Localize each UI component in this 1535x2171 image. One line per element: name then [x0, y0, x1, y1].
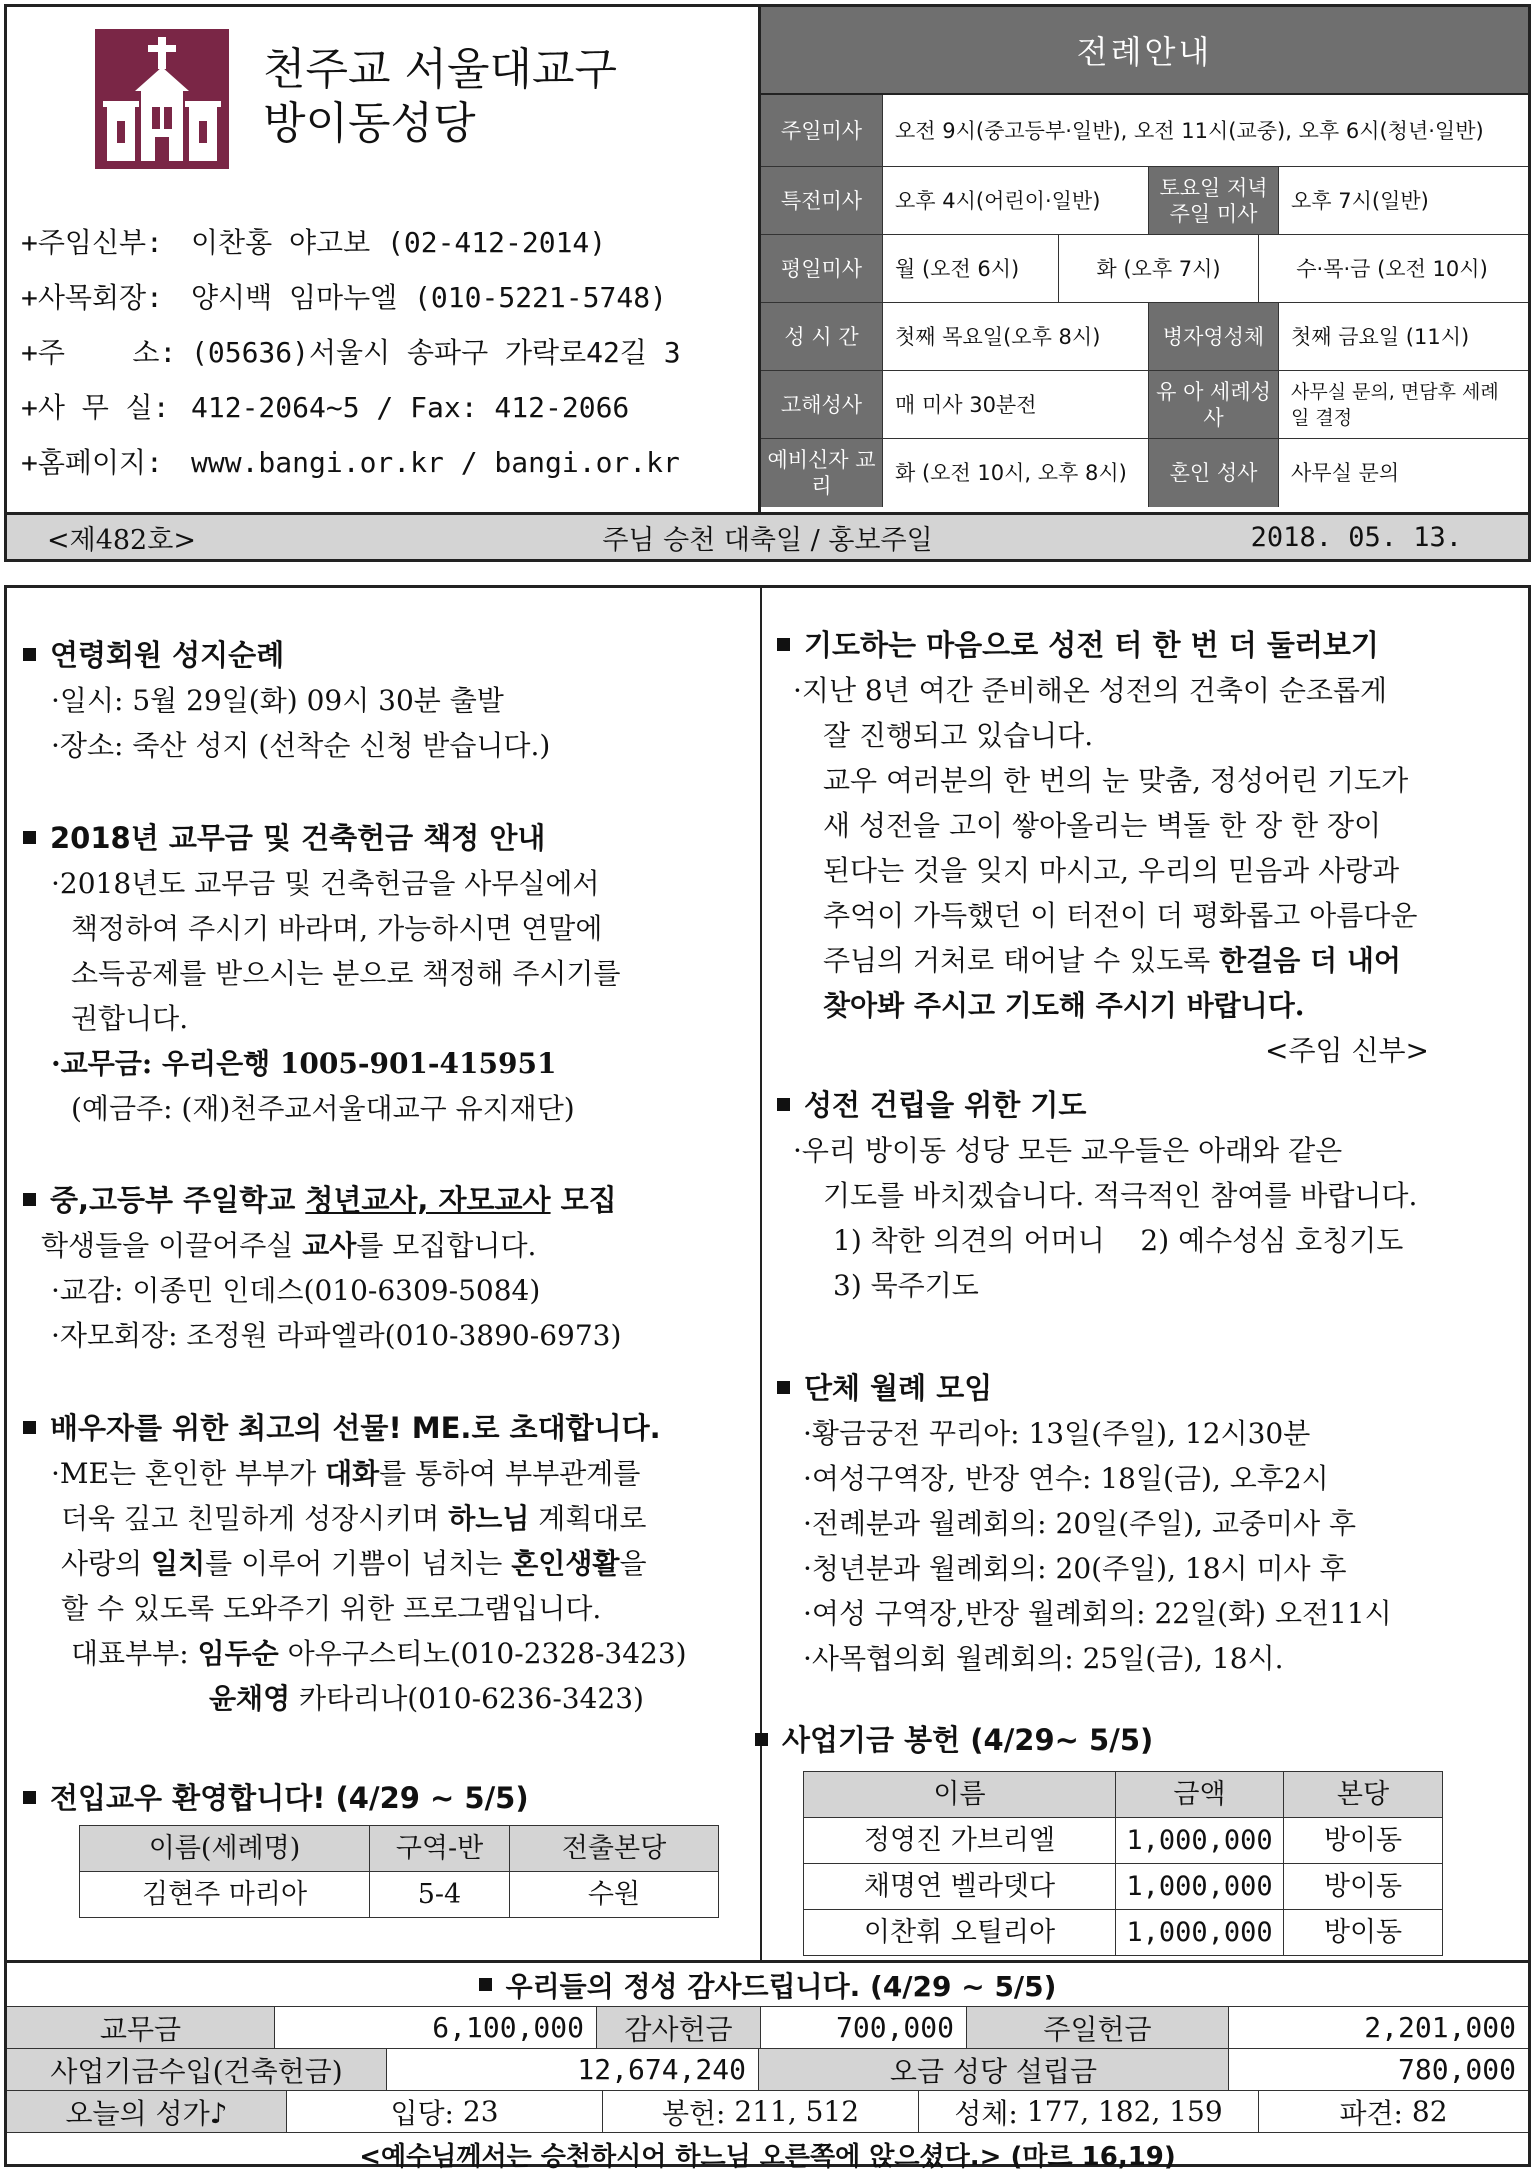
- fund-table: [803, 1771, 1443, 1956]
- notice-line: [23, 1676, 687, 1721]
- text-segment: 더욱 깊고 친밀하게 성장시키며: [61, 1502, 449, 1535]
- hymn-part-label: 봉헌:: [661, 2096, 726, 2130]
- notice-line: ·전례분과 월례회의: 20일(주일), 교중미사 후: [803, 1507, 1357, 1540]
- church-info: [7, 7, 758, 512]
- table-cell: 김현주 마리아: [80, 1872, 370, 1918]
- liturgy-row-sunday: [761, 95, 1528, 167]
- notice-building: [777, 623, 1429, 1073]
- notice-line: 된다는 것을 잊지 마시고, 우리의 믿음과 사랑과: [823, 854, 1400, 887]
- contact-label: +홈페이지:: [21, 446, 163, 479]
- notice-line: 책정하여 주시기 바라며, 가능하시면 연말에: [71, 912, 603, 945]
- section-title: 단체 월례 모임: [804, 1371, 993, 1405]
- notice-line: 추억이 가득했던 이 터전이 더 평화롭고 아름다운: [823, 899, 1418, 932]
- text-segment: 학생들을 이끌어주실: [41, 1229, 303, 1262]
- notice-teachers: [23, 1178, 621, 1358]
- pastor-signature: <주임 신부>: [1265, 1034, 1430, 1067]
- issue-bar: [7, 512, 1528, 559]
- contact-label: +사목회장:: [21, 281, 163, 314]
- hymn-number: 23: [462, 2095, 499, 2128]
- text-segment: 주님의 거처로 태어날 수 있도록: [823, 944, 1220, 977]
- section-title: 기도하는 마음으로 성전 터 한 번 더 둘러보기: [804, 628, 1379, 662]
- notice-line: ·교감: 이종민 인데스(010-6309-5084): [51, 1274, 541, 1307]
- notice-line: [777, 938, 1429, 983]
- table-cell: 방이동: [1284, 1864, 1443, 1910]
- notice-line: 1) 착한 의견의 어머니 2) 예수성심 호칭기도: [833, 1224, 1404, 1257]
- hymn-number: 82: [1411, 2095, 1448, 2128]
- notice-line: [23, 1631, 687, 1676]
- offering-amount: 780,000: [1397, 2053, 1516, 2086]
- notice-newcomers: [23, 1776, 719, 1918]
- column-header: 이름(세례명): [80, 1826, 370, 1872]
- column-header: 구역-반: [370, 1826, 510, 1872]
- liturgy-label: 혼인 성사: [1149, 439, 1279, 507]
- bulletin-header: [4, 4, 1531, 562]
- notice-line: 할 수 있도록 도와주기 위한 프로그램입니다.: [61, 1592, 602, 1625]
- contact-pastor: [21, 215, 681, 270]
- bank-account: ·교무금: 우리은행 1005-901-415951: [51, 1047, 557, 1080]
- bullet-square-icon: [23, 831, 36, 844]
- liturgy-panel: [758, 7, 1528, 512]
- church-name-line1: 천주교 서울대교구: [263, 44, 618, 95]
- liturgy-label: 예비신자 교 리: [761, 439, 883, 507]
- section-title-suffix: 모집: [550, 1183, 617, 1217]
- church-logo: [95, 29, 229, 169]
- notice-line: 소득공제를 받으시는 분으로 책정해 주시기를: [71, 957, 621, 990]
- notice-line: 기도를 바치겠습니다. 적극적인 참여를 바랍니다.: [823, 1179, 1418, 1212]
- text-emphasis: 일치: [151, 1547, 206, 1580]
- notice-line: ·사목협의회 월례회의: 25일(금), 18시.: [803, 1642, 1284, 1675]
- table-row: [804, 1864, 1443, 1910]
- text-emphasis: 윤채영: [209, 1682, 291, 1715]
- text-emphasis: 혼인생활: [511, 1547, 620, 1580]
- notice-line: ·장소: 죽산 성지 (선착순 신청 받습니다.): [51, 729, 551, 762]
- section-title: 2018년 교무금 및 건축헌금 책정 안내: [50, 821, 546, 855]
- notice-dues: [23, 816, 621, 1131]
- notice-meetings: [777, 1366, 1392, 1681]
- text-segment: 계획대로: [529, 1502, 647, 1535]
- notice-line: 3) 묵주기도: [833, 1269, 979, 1302]
- offerings-panel: [7, 1960, 1528, 2171]
- table-cell: 채명연 벨라뎃다: [804, 1864, 1116, 1910]
- liturgy-label: 특전미사: [761, 167, 883, 234]
- notice-line: ·황금궁전 꾸리아: 13일(주일), 12시30분: [803, 1417, 1311, 1450]
- section-heading: [23, 1406, 687, 1451]
- section-title-underlined: 청년교사, 자모교사: [305, 1183, 551, 1217]
- table-row: [804, 1818, 1443, 1864]
- section-heading: [755, 1718, 1443, 1763]
- contact-label: +주 소:: [21, 336, 177, 369]
- offering-amount: 2,201,000: [1364, 2011, 1516, 2044]
- bullet-square-icon: [23, 648, 36, 661]
- text-emphasis: 임두순: [197, 1637, 279, 1670]
- table-cell: 방이동: [1284, 1818, 1443, 1864]
- offering-label: 사업기금수입(건축헌금): [7, 2049, 387, 2090]
- notice-line: [23, 1541, 687, 1586]
- offering-amount: 12,674,240: [387, 2049, 759, 2090]
- notice-line: ·여성구역장, 반장 연수: 18일(금), 오후2시: [803, 1462, 1329, 1495]
- section-heading: [23, 1178, 621, 1223]
- liturgy-label: 유 아 세례성사: [1149, 371, 1279, 438]
- offerings-row-2: [7, 2049, 1528, 2091]
- hymn-offertory: [603, 2091, 919, 2132]
- contact-homepage: [21, 435, 681, 490]
- issue-date: 2018. 05. 13.: [1250, 521, 1462, 553]
- bullet-square-icon: [777, 638, 790, 651]
- text-emphasis: 대화: [325, 1457, 380, 1490]
- liturgy-label: 병자영성체: [1149, 303, 1279, 370]
- bullet-square-icon: [23, 1193, 36, 1206]
- table-cell: 1,000,000: [1116, 1864, 1284, 1910]
- notice-line: ·자모회장: 조정원 라파엘라(010-3890-6973): [51, 1319, 622, 1352]
- notice-line: [23, 1451, 687, 1496]
- section-title: 배우자를 위한 최고의 선물! ME.로 초대합니다.: [50, 1411, 661, 1445]
- offerings-row-1: [7, 2007, 1528, 2049]
- hymn-number: 177, 182, 159: [1026, 2095, 1223, 2128]
- table-cell: 수원: [510, 1872, 719, 1918]
- liturgy-row-confession: [761, 371, 1528, 439]
- hymn-part-label: 성체:: [954, 2096, 1018, 2130]
- text-segment: 을: [619, 1547, 647, 1580]
- notice-line: 잘 진행되고 있습니다.: [823, 719, 1094, 752]
- liturgy-value: 첫째 금요일 (11시): [1291, 324, 1470, 349]
- text-segment: 대표부부:: [71, 1637, 198, 1670]
- text-segment: 를 모집합니다.: [356, 1229, 537, 1262]
- notice-prayer: [777, 1083, 1417, 1308]
- column-header: 이름: [804, 1772, 1116, 1818]
- liturgy-label: 고해성사: [761, 371, 883, 438]
- bullet-square-icon: [23, 1791, 36, 1804]
- notice-line: 교우 여러분의 한 번의 눈 맞춤, 정성어린 기도가: [823, 764, 1409, 797]
- notice-line: 권합니다.: [71, 1002, 189, 1035]
- offerings-title: [7, 1963, 1528, 2007]
- hymn-label: 오늘의 성가♪: [7, 2091, 287, 2132]
- bullet-square-icon: [777, 1098, 790, 1111]
- section-heading: [23, 1776, 719, 1821]
- notice-line: ·일시: 5월 29일(화) 09시 30분 출발: [51, 684, 504, 717]
- table-cell: 1,000,000: [1116, 1818, 1284, 1864]
- notice-pilgrimage: [23, 633, 550, 768]
- liturgy-value: 화 (오전 10시, 오후 8시): [883, 439, 1149, 507]
- hymns-row: [7, 2091, 1528, 2133]
- issue-number: <제482호>: [47, 524, 196, 556]
- liturgy-value: 사무실 문의: [1291, 461, 1400, 485]
- section-title: 중,고등부 주일학교: [50, 1183, 306, 1217]
- text-segment: 사랑의: [61, 1547, 152, 1580]
- church-name-line2: 방이동성당: [263, 98, 476, 149]
- liturgy-row-holy-hour: [761, 303, 1528, 371]
- notice-me: [23, 1406, 687, 1721]
- text-segment: 카타리나(010-6236-3423): [290, 1682, 644, 1715]
- newcomers-table: [79, 1825, 719, 1918]
- section-title: 전입교우 환영합니다! (4/29 ~ 5/5): [50, 1781, 529, 1815]
- contact-address: [21, 325, 681, 380]
- table-cell: 정영진 가브리엘: [804, 1818, 1116, 1864]
- hymn-number: 211, 512: [734, 2095, 860, 2128]
- section-heading: [777, 1083, 1417, 1128]
- hymn-communion: [919, 2091, 1259, 2132]
- section-heading: [777, 1366, 1392, 1411]
- hymn-recession: [1259, 2091, 1528, 2132]
- section-title: 연령회원 성지순례: [50, 638, 285, 672]
- bulletin-body: [4, 585, 1531, 2171]
- offering-label: 교무금: [7, 2007, 275, 2048]
- liturgy-value: 사무실 문의, 면담후 세례일 결정: [1291, 380, 1499, 429]
- table-cell: 1,000,000: [1116, 1910, 1284, 1956]
- section-title: 성전 건립을 위한 기도: [804, 1088, 1087, 1122]
- liturgy-value: 월 (오전 6시): [883, 235, 1059, 302]
- section-title: 사업기금 봉헌 (4/29~ 5/5): [782, 1723, 1154, 1757]
- section-heading: [23, 633, 550, 678]
- liturgy-label: 주일미사: [761, 95, 883, 166]
- text-segment: 아우구스티노(010-2328-3423): [278, 1637, 687, 1670]
- liturgy-title: 전례안내: [761, 7, 1528, 95]
- gospel-verse: <예수님께서는 승천하시어 하느님 오른쪽에 앉으셨다.> (마르 16,19): [359, 2141, 1176, 2171]
- table-cell: 방이동: [1284, 1910, 1443, 1956]
- offering-amount: 6,100,000: [275, 2007, 597, 2048]
- table-row: [804, 1910, 1443, 1956]
- bullet-square-icon: [479, 1978, 492, 1991]
- contact-office: [21, 380, 681, 435]
- liturgy-row-weekday: [761, 235, 1528, 303]
- offerings-title-text: 우리들의 정성 감사드립니다. (4/29 ~ 5/5): [505, 1969, 1057, 2003]
- bullet-square-icon: [777, 1381, 790, 1394]
- contact-label: +주임신부:: [21, 226, 163, 259]
- notice-line: [23, 1496, 687, 1541]
- notice-line: ·지난 8년 여간 준비해온 성전의 건축이 순조롭게: [793, 674, 1388, 707]
- notice-line: ·여성 구역장,반장 월례회의: 22일(화) 오전11시: [803, 1597, 1392, 1630]
- liturgy-row-catechumen: [761, 439, 1528, 507]
- liturgy-label: 평일미사: [761, 235, 883, 302]
- text-segment: 를 이루어 기쁨이 넘치는: [205, 1547, 512, 1580]
- notice-line: 찾아봐 주시고 기도해 주시기 바랍니다.: [823, 989, 1305, 1022]
- contact-value: (05636)서울시 송파구 가락로42길 3: [191, 336, 681, 369]
- homepage-link[interactable]: www.bangi.or.kr / bangi.or.kr: [191, 446, 680, 479]
- offering-label: 감사헌금: [597, 2007, 761, 2048]
- bullet-square-icon: [755, 1733, 768, 1746]
- contact-label: +사 무 실:: [21, 391, 170, 424]
- hymn-entrance: [287, 2091, 603, 2132]
- liturgy-value: 오후 7시(일반): [1291, 188, 1429, 213]
- occasion-title: 주님 승천 대축일 / 홍보주일: [602, 524, 933, 556]
- hymn-part-label: 입당:: [390, 2096, 454, 2130]
- section-heading: [777, 623, 1429, 668]
- contact-council-president: [21, 270, 681, 325]
- liturgy-value: 첫째 목요일(오후 8시): [883, 303, 1149, 370]
- offering-label: 오금 성당 설립금: [759, 2049, 1229, 2090]
- church-name: [263, 43, 617, 151]
- liturgy-value: 오후 4시(어린이·일반): [883, 167, 1149, 234]
- column-header: 전출본당: [510, 1826, 719, 1872]
- contact-value: 이찬홍 야고보 (02-412-2014): [191, 226, 607, 259]
- column-header: 금액: [1116, 1772, 1284, 1818]
- table-header-row: [80, 1826, 719, 1872]
- liturgy-value: 수·목·금 (오전 10시): [1296, 256, 1488, 281]
- hymn-part-label: 파견:: [1339, 2096, 1403, 2130]
- text-emphasis: 교사: [302, 1229, 357, 1262]
- text-emphasis: 하느님: [448, 1502, 530, 1535]
- notice-line: ·청년분과 월례회의: 20(주일), 18시 미사 후: [803, 1552, 1347, 1585]
- contact-list: [21, 215, 681, 490]
- text-segment: 를 통하여 부부관계를: [379, 1457, 641, 1490]
- offering-label: 주일헌금: [967, 2007, 1229, 2048]
- table-row: [80, 1872, 719, 1918]
- bullet-square-icon: [23, 1421, 36, 1434]
- notice-fund: [755, 1718, 1443, 1956]
- notice-line: ·우리 방이동 성당 모든 교우들은 아래와 같은: [793, 1134, 1343, 1167]
- church-building-icon: [95, 29, 229, 169]
- offering-amount: 700,000: [761, 2007, 967, 2048]
- text-emphasis: 한걸음 더 내어: [1219, 944, 1401, 977]
- table-header-row: [804, 1772, 1443, 1818]
- liturgy-label: 성 시 간: [761, 303, 883, 370]
- table-cell: 5-4: [370, 1872, 510, 1918]
- contact-value: 양시백 임마누엘 (010-5221-5748): [191, 281, 667, 314]
- notice-line: [23, 1223, 621, 1268]
- notice-line: ·2018년도 교무금 및 건축헌금을 사무실에서: [51, 867, 600, 900]
- table-cell: 이찬휘 오틸리아: [804, 1910, 1116, 1956]
- column-header: 본당: [1284, 1772, 1443, 1818]
- liturgy-label: 토요일 저녁 주일 미사: [1149, 167, 1279, 234]
- liturgy-row-anticipated: [761, 167, 1528, 235]
- liturgy-value: 매 미사 30분전: [883, 371, 1149, 438]
- section-heading: [23, 816, 621, 861]
- liturgy-value: 화 (오후 7시): [1059, 235, 1259, 302]
- contact-value: 412-2064~5 / Fax: 412-2066: [191, 391, 630, 424]
- text-segment: ·ME는 혼인한 부부가: [51, 1457, 326, 1490]
- account-holder: (예금주: (재)천주교서울대교구 유지재단): [71, 1092, 575, 1125]
- liturgy-value: 오전 9시(중고등부·일반), 오전 11시(교중), 오후 6시(청년·일반): [895, 118, 1484, 143]
- notice-line: 새 성전을 고이 쌓아올리는 벽돌 한 장 한 장이: [823, 809, 1382, 842]
